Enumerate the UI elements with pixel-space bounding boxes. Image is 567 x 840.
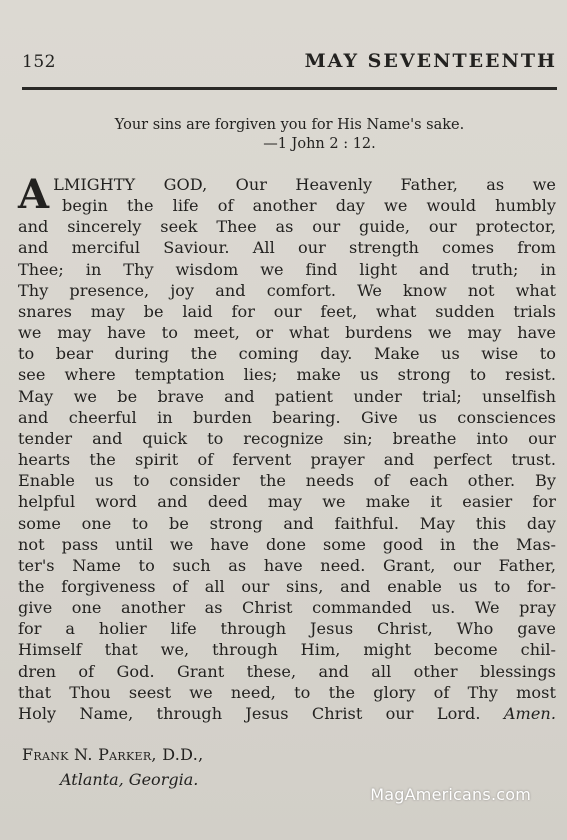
prayer-line: hearts the spirit of fervent prayer and perfect trust. [18,450,556,470]
prayer-line: not pass until we have done some good in the Mas- [18,534,556,554]
prayer-text [18,171,557,724]
prayer-line: give one another as Christ commanded us. We pray [18,598,556,618]
drop-cap: A [18,171,50,218]
page-header [22,50,557,80]
prayer-line: dren of God. Grant these, and all other blessings [18,661,556,681]
prayer-line: for a holier life through Jesus Christ, Who gave [18,619,556,639]
prayer-last-line [18,703,556,724]
prayer-line: to bear during the coming day. Make us wise to [18,344,556,364]
prayer-line: and cheerful in burden bearing. Give us consciences [18,407,556,427]
prayer-line: and merciful Saviour. All our strength comes from [18,238,556,258]
prayer-line: snares may be laid for our feet, what sudden trials [18,301,556,321]
prayer-line: Thee; in Thy wisdom we find light and truth; in [18,259,556,279]
prayer-line: tender and quick to recognize sin; breathe into our [18,428,556,448]
prayer-line: helpful word and deed may we make it easier for [18,492,556,512]
prayer-line: May we be brave and patient under trial; unselfish [18,386,556,406]
prayer-line: Himself that we, through Him, might become chil- [18,640,556,660]
prayer-line: some one to be strong and faithful. May this day [18,513,556,533]
prayer-line: Thy presence, joy and comfort. We know not what [18,280,556,300]
author-block [22,742,203,792]
running-title: MAY SEVENTEENTH [304,50,557,72]
header-rule [22,87,557,90]
watermark: MagAmericans.com [370,785,531,804]
prayer-line: Enable us to consider the needs of each other. By [18,471,556,491]
amen: Amen. [503,703,557,723]
verse-text: Your sins are forgiven you for His Name's sake. [114,117,465,133]
prayer-line: that Thou seest we need, to the glory of Thy most [18,682,556,702]
prayer-line: the forgiveness of all our sins, and enable us to for- [18,576,556,596]
prayer-line: we may have to meet, or what burdens we may have [18,323,556,343]
prayer-line: ter's Name to such as have need. Grant, our Father, [18,555,556,575]
page-number: 152 [22,52,56,72]
prayer-lines [18,216,556,703]
author-place: Atlanta, Georgia. [60,770,199,789]
scripture-verse [22,116,557,154]
verse-reference: —1 John 2 : 12. [263,136,376,152]
prayer-line-1: LMIGHTY GOD, Our Heavenly Father, as we [53,175,556,194]
prayer-last-line-text: Holy Name, through Jesus Christ our Lord. [18,703,481,723]
prayer-line-2: begin the life of another day we would humbly [62,196,556,216]
author-name: Frank N. Parker, D.D., [22,745,204,764]
prayer-line: and sincerely seek Thee as our guide, our protector, [18,217,556,237]
prayer-line: see where temptation lies; make us strong to resist. [18,365,556,385]
